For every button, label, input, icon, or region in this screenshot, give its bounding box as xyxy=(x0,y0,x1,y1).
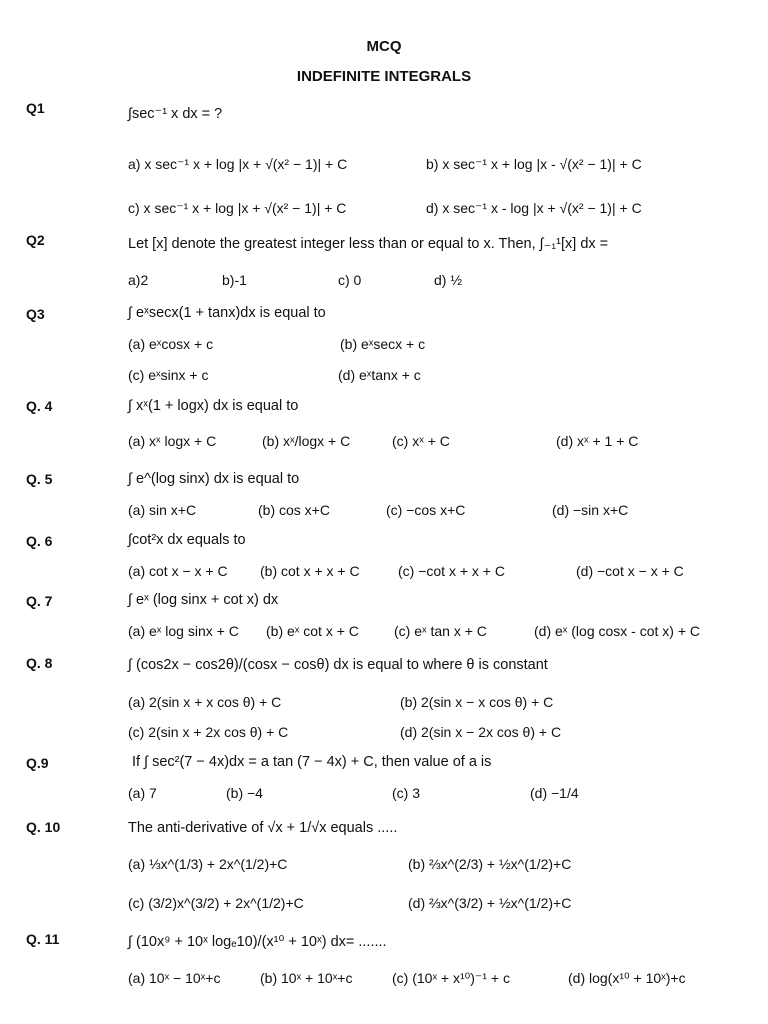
question-number: Q. 5 xyxy=(26,471,53,487)
option-d: (d) eˣtanx + c xyxy=(338,367,421,383)
option-c: (c) eˣ tan x + C xyxy=(394,623,487,639)
option-a: (a) sin x+C xyxy=(128,502,197,518)
question-text: ∫ (cos2x − cos2θ)/(cosx − cosθ) dx is equal to where θ is constant xyxy=(128,657,548,673)
option-b: (b) ⅔x^(2/3) + ½x^(1/2)+C xyxy=(408,856,572,872)
option-a: (a) xˣ logx + C xyxy=(128,433,217,449)
question-text: If ∫ sec²(7 − 4x)dx = a tan (7 − 4x) + C, then value of a is xyxy=(132,754,492,770)
option-a: (a) 2(sin x + x cos θ) + C xyxy=(128,694,282,710)
question-number: Q.9 xyxy=(26,755,49,771)
question-text: ∫ xˣ(1 + logx) dx is equal to xyxy=(128,398,299,414)
option-b: (b) xˣ/logx + C xyxy=(262,433,351,449)
option-b: (b) cot x + x + C xyxy=(260,563,360,579)
option-a: (a) ⅓x^(1/3) + 2x^(1/2)+C xyxy=(128,856,288,872)
question-number: Q. 4 xyxy=(26,398,53,414)
option-d: (d) xˣ + 1 + C xyxy=(556,433,639,449)
option-c: (c) −cos x+C xyxy=(386,502,466,518)
option-c: (c) 3 xyxy=(392,785,420,801)
question-text: ∫cot²x dx equals to xyxy=(128,532,246,548)
option-b: (b) eˣsecx + c xyxy=(340,336,426,352)
option-d: (d) ⅔x^(3/2) + ½x^(1/2)+C xyxy=(408,895,572,911)
option-d: (d) −sin x+C xyxy=(552,502,629,518)
option-c: (c) 2(sin x + 2x cos θ) + C xyxy=(128,724,289,740)
document-title: MCQ xyxy=(366,38,402,55)
question-text: ∫ e^(log sinx) dx is equal to xyxy=(128,471,300,487)
question-number: Q1 xyxy=(26,100,45,116)
option-b: b) x sec⁻¹ x + log |x - √(x² − 1)| + C xyxy=(426,156,642,172)
option-a: (a) 7 xyxy=(128,785,157,801)
option-c: (c) (10ˣ + x¹⁰)⁻¹ + c xyxy=(392,970,510,986)
question-text: Let [x] denote the greatest integer less than or equal to x. Then, ∫₋₁¹[x] dx = xyxy=(128,236,609,252)
option-a: a)2 xyxy=(128,272,149,288)
document-subtitle: INDEFINITE INTEGRALS xyxy=(296,68,472,85)
option-c: (c) eˣsinx + c xyxy=(128,367,209,383)
option-b: (b) 10ˣ + 10ˣ+c xyxy=(260,970,353,986)
question-number: Q. 6 xyxy=(26,533,53,549)
option-a: (a) eˣ log sinx + C xyxy=(128,623,239,639)
option-d: d) x sec⁻¹ x - log |x + √(x² − 1)| + C xyxy=(426,200,642,216)
option-c: (c) xˣ + C xyxy=(392,433,450,449)
option-b: b)-1 xyxy=(222,272,247,288)
option-c: (c) −cot x + x + C xyxy=(398,563,505,579)
option-a: a) x sec⁻¹ x + log |x + √(x² − 1)| + C xyxy=(128,156,348,172)
option-a: (a) 10ˣ − 10ˣ+c xyxy=(128,970,221,986)
question-text: ∫sec⁻¹ x dx = ? xyxy=(128,106,223,122)
option-d: (d) eˣ (log cosx - cot x) + C xyxy=(534,623,701,639)
option-d: (d) 2(sin x − 2x cos θ) + C xyxy=(400,724,562,740)
question-text: ∫ (10x⁹ + 10ˣ logₑ10)/(x¹⁰ + 10ˣ) dx= ....... xyxy=(128,934,387,950)
option-c: c) 0 xyxy=(338,272,362,288)
option-b: (b) cos x+C xyxy=(258,502,330,518)
option-a: (a) cot x − x + C xyxy=(128,563,228,579)
option-d: (d) −1/4 xyxy=(530,785,579,801)
question-text: The anti-derivative of √x + 1/√x equals ..... xyxy=(128,820,398,836)
option-b: (b) eˣ cot x + C xyxy=(266,623,359,639)
option-c: c) x sec⁻¹ x + log |x + √(x² − 1)| + C xyxy=(128,200,347,216)
option-c: (c) (3/2)x^(3/2) + 2x^(1/2)+C xyxy=(128,895,304,911)
question-number: Q. 8 xyxy=(26,655,53,671)
option-b: (b) −4 xyxy=(226,785,263,801)
question-number: Q. 10 xyxy=(26,819,61,835)
option-b: (b) 2(sin x − x cos θ) + C xyxy=(400,694,554,710)
question-text: ∫ eˣ (log sinx + cot x) dx xyxy=(128,592,279,608)
question-text: ∫ eˣsecx(1 + tanx)dx is equal to xyxy=(128,305,326,321)
option-d: (d) −cot x − x + C xyxy=(576,563,684,579)
question-number: Q2 xyxy=(26,232,45,248)
question-number: Q. 11 xyxy=(26,931,60,947)
question-number: Q3 xyxy=(26,306,45,322)
option-a: (a) eˣcosx + c xyxy=(128,336,214,352)
option-d: (d) log(x¹⁰ + 10ˣ)+c xyxy=(568,970,686,986)
option-d: d) ½ xyxy=(434,272,463,288)
question-number: Q. 7 xyxy=(26,593,53,609)
